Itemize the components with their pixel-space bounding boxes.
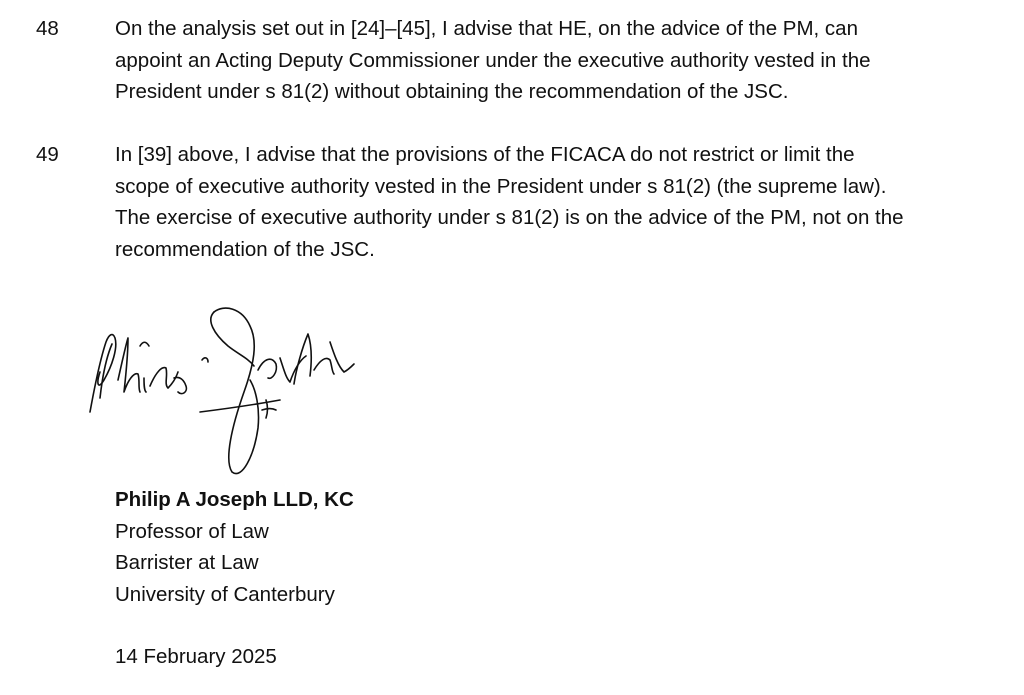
paragraph-line: President under s 81(2) without obtaining the recommendation of the JSC. [115,80,789,103]
paragraph-number: 49 [36,143,59,166]
signatory-institution: University of Canterbury [115,582,335,606]
signature-block [115,484,354,610]
signatory-name: Philip A Joseph LLD, KC [115,488,354,511]
paragraph-line: recommendation of the JSC. [115,237,375,261]
paragraph-text [115,139,975,265]
paragraph-text [115,13,975,108]
paragraph-line: On the analysis set out in [24]–[45], I advise that HE, on the advice of the PM, can [115,17,858,40]
handwritten-signature [82,300,372,478]
document-date: 14 February 2025 [115,645,277,668]
paragraph-line: In [39] above, I advise that the provisions of the FICACA do not restrict or limit the [115,143,855,166]
paragraph-line: appoint an Acting Deputy Commissioner under the executive authority vested in the [115,48,871,72]
paragraph-number: 48 [36,17,59,40]
signatory-title: Professor of Law [115,519,269,543]
paragraph-line: The exercise of executive authority under s 81(2) is on the advice of the PM, not on the [115,206,904,229]
signatory-role: Barrister at Law [115,551,259,574]
paragraph-line: scope of executive authority vested in the President under s 81(2) (the supreme law). [115,174,887,198]
